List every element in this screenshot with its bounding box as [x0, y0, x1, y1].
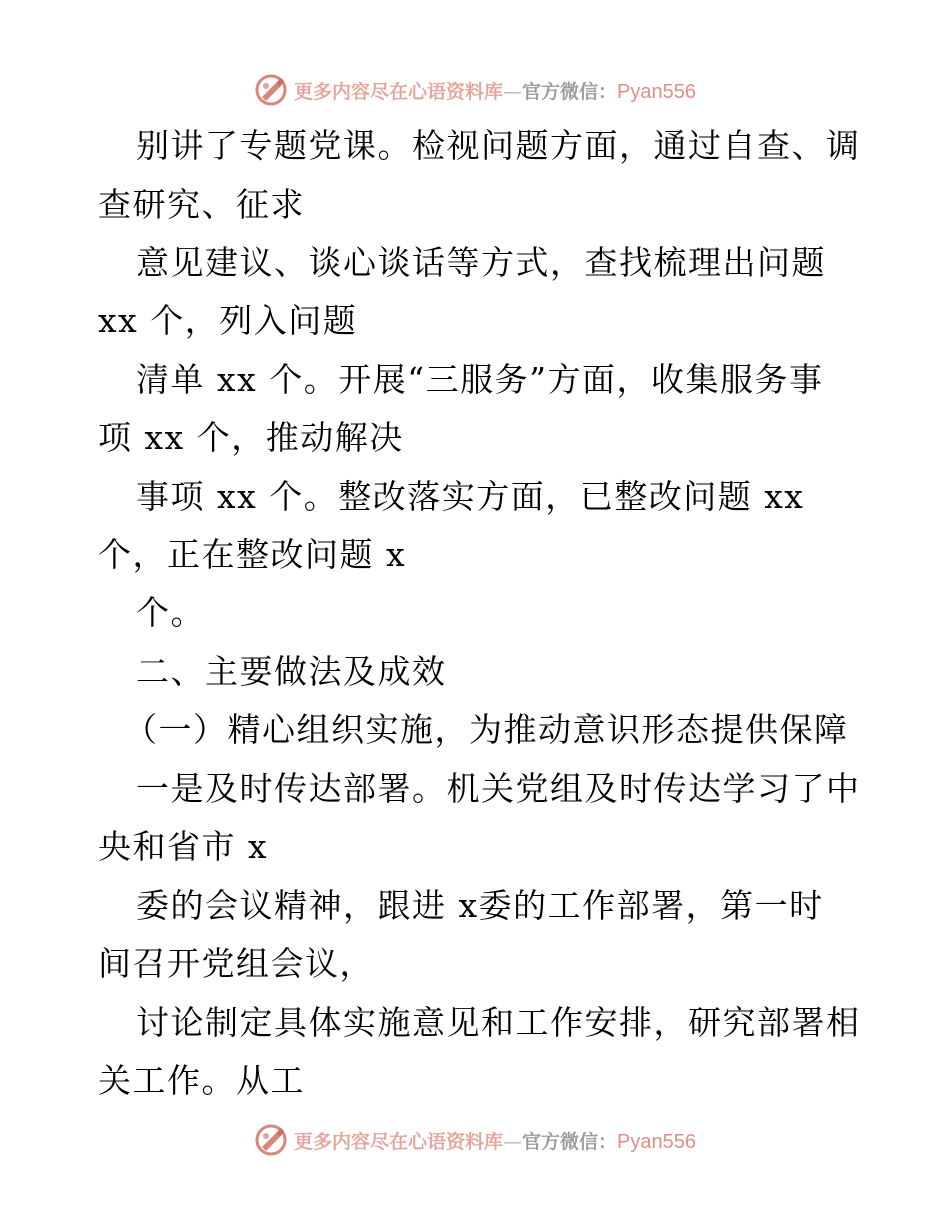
watermark-wechat-id: Pyan556 [617, 1130, 696, 1153]
subsection-heading: （一）精心组织实施，为推动意识形态提供保障 [124, 710, 849, 749]
footer-watermark [0, 1118, 950, 1162]
paragraph-line: 事项 xx 个。整改落实方面，已整改问题 xx [136, 477, 805, 516]
paragraph-line: 一是及时传达部署。机关党组及时传达学习了中 [136, 769, 861, 808]
watermark-brand: 更多内容尽在心语资料库 [294, 1130, 504, 1153]
watermark-official-label: 官方微信： [522, 80, 618, 103]
paragraph-line: 讨论制定具体实施意见和工作安排，研究部署相 [136, 1003, 861, 1042]
header-watermark [0, 68, 950, 112]
watermark-wechat-id: Pyan556 [617, 80, 696, 103]
watermark-dash: — [503, 80, 523, 103]
paragraph-line: 关工作。从工 [98, 1061, 305, 1100]
library-logo-icon [254, 73, 288, 107]
paragraph-line: 别讲了专题党课。检视问题方面，通过自查、调 [136, 126, 861, 165]
watermark-text [294, 1127, 696, 1154]
paragraph-line: 查研究、征求 [98, 185, 305, 224]
watermark-dash: — [503, 1130, 523, 1153]
watermark-text [294, 77, 696, 104]
paragraph-line: 委的会议精神，跟进 x委的工作部署，第一时 [136, 886, 824, 925]
paragraph-line: 间召开党组会议， [98, 944, 374, 983]
paragraph-line: 个。 [136, 593, 205, 632]
watermark-brand: 更多内容尽在心语资料库 [294, 80, 504, 103]
paragraph-line: 央和省市 x [98, 827, 269, 866]
paragraph-line: 项 xx 个，推动解决 [98, 418, 404, 457]
section-heading: 二、主要做法及成效 [136, 652, 447, 691]
library-logo-icon [254, 1123, 288, 1157]
paragraph-line: 个，正在整改问题 x [98, 535, 407, 574]
watermark-official-label: 官方微信： [522, 1130, 618, 1153]
paragraph-line: xx 个，列入问题 [98, 301, 358, 340]
paragraph-line: 意见建议、谈心谈话等方式，查找梳理出问题 [136, 243, 826, 282]
paragraph-line: 清单 xx 个。开展“三服务”方面，收集服务事 [136, 360, 824, 399]
